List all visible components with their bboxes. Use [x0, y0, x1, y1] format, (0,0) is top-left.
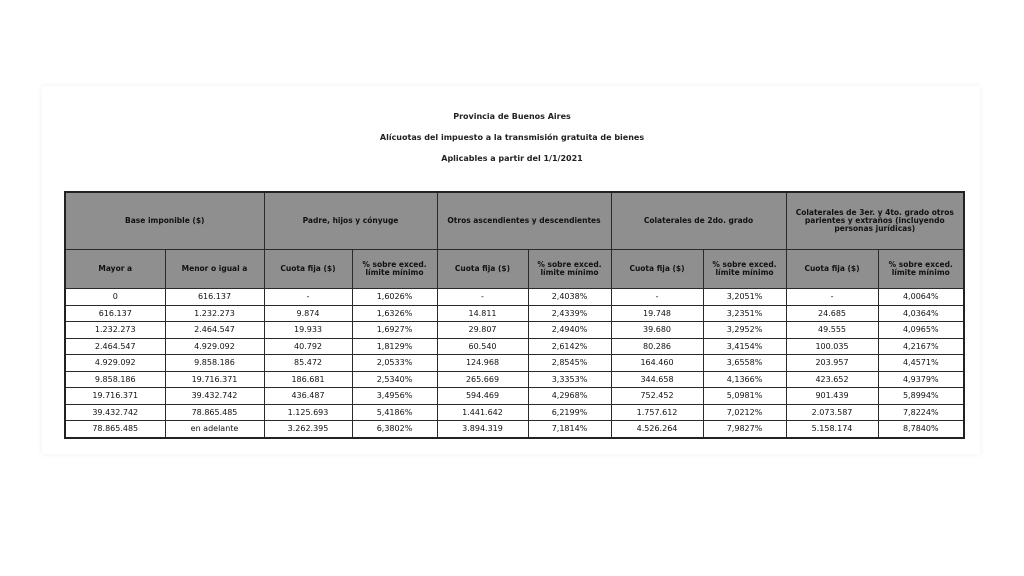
table-cell: 4,2167% — [878, 338, 964, 355]
table-cell: 164.460 — [611, 355, 703, 372]
table-cell: - — [437, 289, 528, 306]
table-cell: 100.035 — [786, 338, 878, 355]
table-row — [65, 305, 964, 322]
sub-header-porcentaje: % sobre exced. límite mínimo — [528, 250, 611, 289]
group-header-collateral-2nd: Colaterales de 2do. grado — [611, 192, 786, 250]
table-row — [65, 371, 964, 388]
table-cell: 1,8129% — [352, 338, 437, 355]
table-row — [65, 289, 964, 306]
table-cell: 24.685 — [786, 305, 878, 322]
table-cell: 436.487 — [264, 388, 352, 405]
table-cell: 78.865.485 — [65, 421, 165, 438]
sub-header-row — [65, 250, 964, 289]
table-cell: 49.555 — [786, 322, 878, 339]
document-subtitle: Alícuotas del impuesto a la transmisión gratuita de bienes — [379, 133, 645, 142]
table-cell: 4.929.092 — [65, 355, 165, 372]
group-header-parents-children-spouse: Padre, hijos y cónyuge — [264, 192, 437, 250]
table-cell: 1,6326% — [352, 305, 437, 322]
table-cell: 80.286 — [611, 338, 703, 355]
table-row — [65, 355, 964, 372]
table-cell: 7,0212% — [703, 404, 786, 421]
sub-header-porcentaje: % sobre exced. límite mínimo — [878, 250, 964, 289]
sub-header-cuota-fija: Cuota fija ($) — [786, 250, 878, 289]
table-cell: 3.894.319 — [437, 421, 528, 438]
table-cell: 4,1366% — [703, 371, 786, 388]
table-cell: - — [611, 289, 703, 306]
table-cell: 0 — [65, 289, 165, 306]
table-cell: 5,4186% — [352, 404, 437, 421]
table-cell: 19.748 — [611, 305, 703, 322]
table-cell: 2,8545% — [528, 355, 611, 372]
table-cell: 3,2351% — [703, 305, 786, 322]
table-row — [65, 404, 964, 421]
table-cell: 4.929.092 — [165, 338, 264, 355]
table-cell: 9.858.186 — [165, 355, 264, 372]
table-cell: 752.452 — [611, 388, 703, 405]
table-cell: 60.540 — [437, 338, 528, 355]
table-cell: 9.874 — [264, 305, 352, 322]
table-cell: 6,3802% — [352, 421, 437, 438]
group-header-other-ascendants: Otros ascendientes y descendientes — [437, 192, 611, 250]
group-header-row — [65, 192, 964, 250]
table-cell: 39.432.742 — [165, 388, 264, 405]
table-cell: 344.658 — [611, 371, 703, 388]
table-cell: - — [264, 289, 352, 306]
table-cell: 2,4038% — [528, 289, 611, 306]
table-body — [65, 289, 964, 438]
table-cell: 1.757.612 — [611, 404, 703, 421]
table-cell: 39.432.742 — [65, 404, 165, 421]
table-cell: 2.464.547 — [165, 322, 264, 339]
table-cell: 594.469 — [437, 388, 528, 405]
sub-header-porcentaje: % sobre exced. límite mínimo — [352, 250, 437, 289]
table-cell: 7,9827% — [703, 421, 786, 438]
table-cell: 2,4339% — [528, 305, 611, 322]
table-cell: 19.933 — [264, 322, 352, 339]
table-cell: 616.137 — [65, 305, 165, 322]
table-row — [65, 421, 964, 438]
table-cell: 4,4571% — [878, 355, 964, 372]
table-cell: 4.526.264 — [611, 421, 703, 438]
table-cell: 616.137 — [165, 289, 264, 306]
table-cell: 40.792 — [264, 338, 352, 355]
table-cell: 9.858.186 — [65, 371, 165, 388]
table-cell: 2,5340% — [352, 371, 437, 388]
table-cell: 2.073.587 — [786, 404, 878, 421]
sub-header-cuota-fija: Cuota fija ($) — [264, 250, 352, 289]
table-cell: 3.262.395 — [264, 421, 352, 438]
table-cell: 2,0533% — [352, 355, 437, 372]
table-cell: 85.472 — [264, 355, 352, 372]
table-cell: 3,3353% — [528, 371, 611, 388]
sub-header-porcentaje: % sobre exced. límite mínimo — [703, 250, 786, 289]
sub-header-mayor-a: Mayor a — [65, 250, 165, 289]
sub-header-cuota-fija: Cuota fija ($) — [437, 250, 528, 289]
table-cell: 3,4154% — [703, 338, 786, 355]
table-cell: 7,8224% — [878, 404, 964, 421]
table-cell: 3,6558% — [703, 355, 786, 372]
document-validity: Aplicables a partir del 1/1/2021 — [441, 154, 583, 163]
table-cell: 29.807 — [437, 322, 528, 339]
table-cell: 2.464.547 — [65, 338, 165, 355]
table-cell: 3,4956% — [352, 388, 437, 405]
table-row — [65, 322, 964, 339]
table-cell: 1.232.273 — [65, 322, 165, 339]
table-cell: 14.811 — [437, 305, 528, 322]
table-cell: 1.232.273 — [165, 305, 264, 322]
sub-header-cuota-fija: Cuota fija ($) — [611, 250, 703, 289]
table-cell: 1.441.642 — [437, 404, 528, 421]
table-cell: 3,2051% — [703, 289, 786, 306]
table-cell: 19.716.371 — [165, 371, 264, 388]
table-cell: 2,6142% — [528, 338, 611, 355]
table-cell: 1,6026% — [352, 289, 437, 306]
table-cell: 4,9379% — [878, 371, 964, 388]
group-header-base: Base imponible ($) — [65, 192, 264, 250]
document-title: Provincia de Buenos Aires — [453, 112, 571, 121]
table-cell: en adelante — [165, 421, 264, 438]
table-row — [65, 388, 964, 405]
table-cell: 6,2199% — [528, 404, 611, 421]
sub-header-menor-igual-a: Menor o igual a — [165, 250, 264, 289]
table-row — [65, 338, 964, 355]
table-cell: 124.968 — [437, 355, 528, 372]
tax-rate-table — [64, 191, 965, 439]
table-cell: 3,2952% — [703, 322, 786, 339]
table-cell: 423.652 — [786, 371, 878, 388]
table-cell: 4,0965% — [878, 322, 964, 339]
table-cell: 2,4940% — [528, 322, 611, 339]
table-cell: 5.158.174 — [786, 421, 878, 438]
table-cell: 901.439 — [786, 388, 878, 405]
table-cell: 1.125.693 — [264, 404, 352, 421]
table-cell: 186.681 — [264, 371, 352, 388]
table-cell: 1,6927% — [352, 322, 437, 339]
table-cell: - — [786, 289, 878, 306]
table-cell: 19.716.371 — [65, 388, 165, 405]
table-cell: 7,1814% — [528, 421, 611, 438]
table-cell: 5,8994% — [878, 388, 964, 405]
table-cell: 4,0064% — [878, 289, 964, 306]
table-cell: 4,2968% — [528, 388, 611, 405]
table-cell: 8,7840% — [878, 421, 964, 438]
group-header-collateral-3rd-4th: Colaterales de 3er. y 4to. grado otros parientes y extraños (incluyendo personas jurídicas) — [786, 192, 964, 250]
table-cell: 78.865.485 — [165, 404, 264, 421]
table-cell: 5,0981% — [703, 388, 786, 405]
table-cell: 265.669 — [437, 371, 528, 388]
table-cell: 39.680 — [611, 322, 703, 339]
table-cell: 4,0364% — [878, 305, 964, 322]
table-cell: 203.957 — [786, 355, 878, 372]
